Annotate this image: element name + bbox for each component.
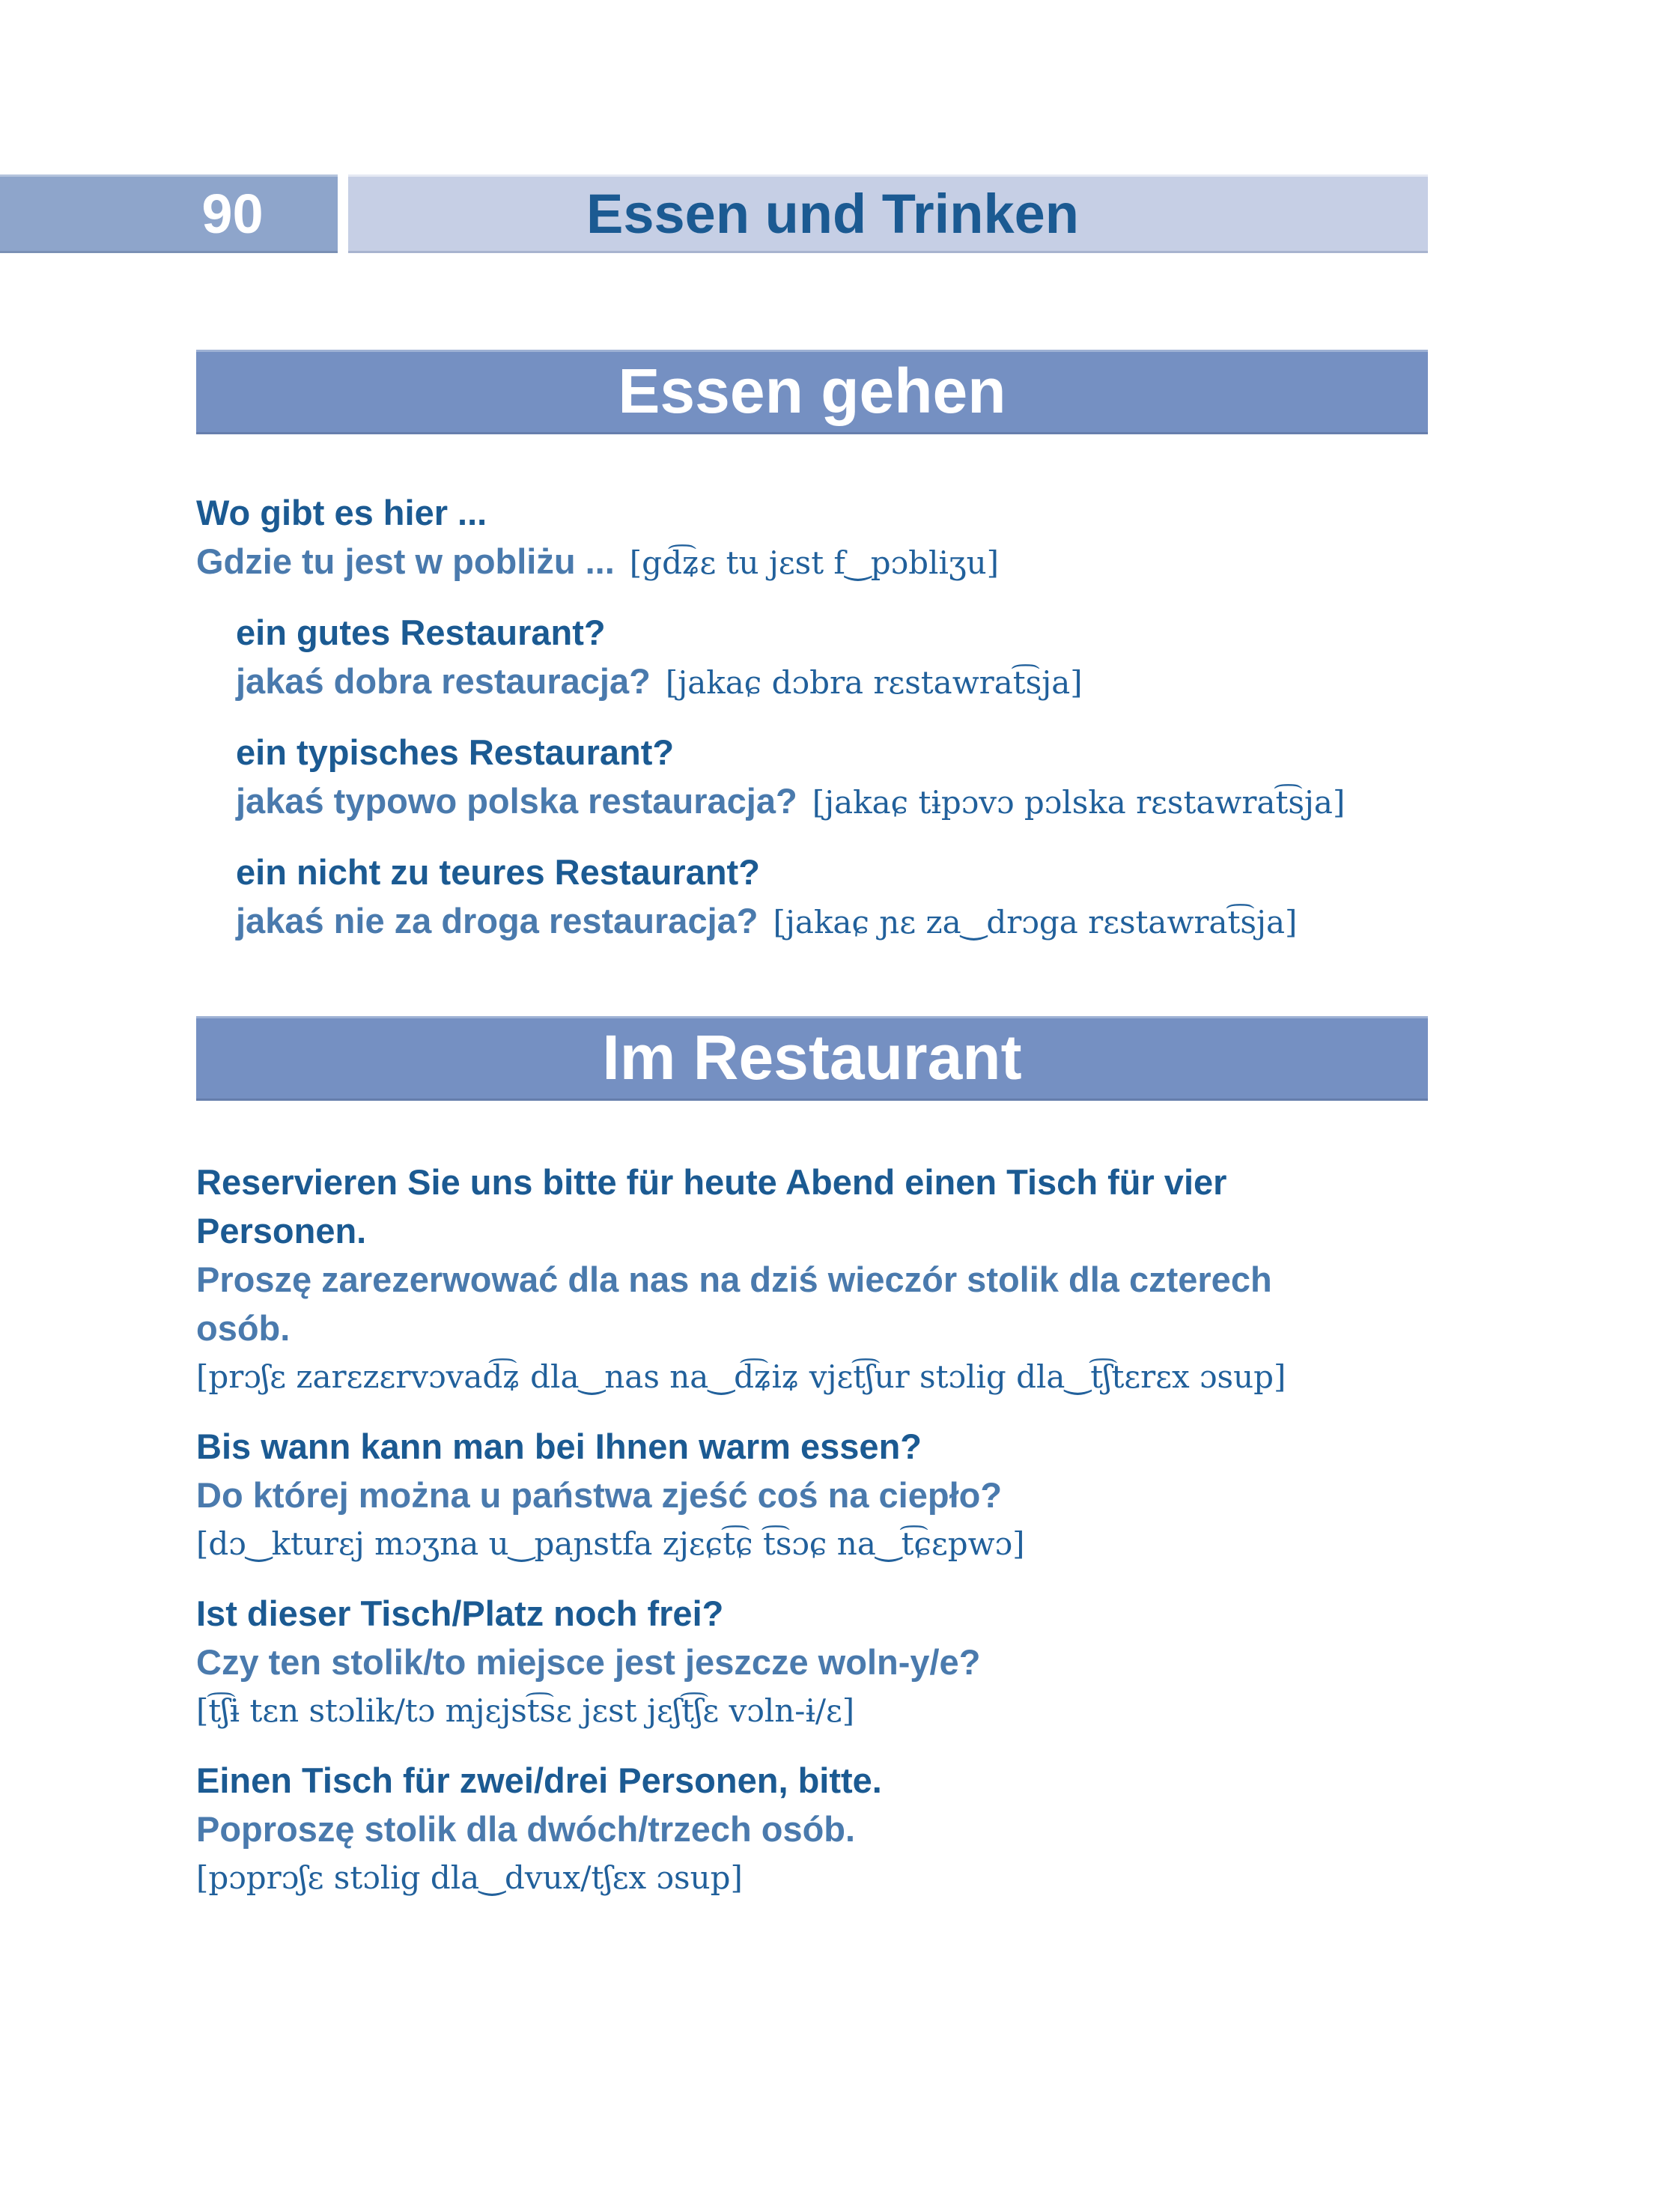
- phrase-entry: [196, 1422, 1428, 1568]
- page-number: 90: [201, 183, 264, 245]
- polish-line: [236, 657, 1428, 707]
- phrase-entry: [196, 848, 1428, 947]
- polish-phrase: Poproszę stolik dla dwóch/trzech osób.: [196, 1809, 856, 1849]
- polish-phrase: Czy ten stolik/to miejsce jest jeszcze woln-y/e?: [196, 1642, 981, 1682]
- phrase-entry: [196, 728, 1428, 827]
- polish-phrase: Gdzie tu jest w pobliżu ...: [196, 541, 615, 581]
- section-header-essen-gehen: [196, 350, 1428, 434]
- phonetic-transcription: [gd͡ʑɛ tu jɛst f‿pɔbliʒu]: [629, 544, 1000, 581]
- german-phrase-line: Personen.: [196, 1211, 367, 1251]
- phrase-entry: [196, 1589, 1428, 1735]
- polish-phrase: jakaś typowo polska restauracja?: [236, 781, 797, 821]
- german-phrase: Ist dieser Tisch/Platz noch frei?: [196, 1593, 724, 1633]
- polish-phrase-line: Proszę zarezerwować dla nas na dziś wieczór stolik dla czterech: [196, 1260, 1272, 1299]
- phrase-entry: [196, 488, 1428, 587]
- german-phrase: Wo gibt es hier ...: [196, 493, 487, 532]
- section-header-im-restaurant: [196, 1016, 1428, 1101]
- polish-phrase: jakaś nie za droga restauracja?: [236, 901, 758, 941]
- phonetic-transcription: [prɔʃɛ zarɛzɛrvɔvad͡ʑ dla‿nas na‿d͡ʑiʑ vjɛt͡ʃur stɔlig dla‿t͡ʃtɛrɛx ɔsup]: [196, 1358, 1286, 1395]
- polish-line: [236, 777, 1428, 827]
- section-title: Essen gehen: [618, 356, 1006, 426]
- phonetic-transcription: [jakaɕ tɨpɔvɔ pɔlska rɛstawrat͡sja]: [812, 784, 1346, 821]
- page-content: [196, 0, 1428, 1923]
- polish-phrase: jakaś dobra restauracja?: [236, 661, 651, 701]
- german-phrase: ein typisches Restaurant?: [236, 732, 675, 772]
- phrase-entry: [196, 608, 1428, 707]
- phonetic-transcription: [pɔprɔʃɛ stɔlig dla‿dvux/tʃɛx ɔsup]: [196, 1859, 743, 1896]
- chapter-title: Essen und Trinken: [586, 183, 1079, 245]
- phonetic-transcription: [jakaɕ ɲɛ za‿drɔga rɛstawrat͡sja]: [773, 904, 1298, 941]
- phonetic-transcription: [jakaɕ dɔbra rɛstawrat͡sja]: [665, 664, 1083, 701]
- german-phrase: ein nicht zu teures Restaurant?: [236, 852, 760, 892]
- phrase-entry: [196, 1158, 1428, 1401]
- polish-line: [196, 537, 1428, 587]
- german-phrase: ein gutes Restaurant?: [236, 613, 606, 652]
- polish-line: [236, 896, 1428, 947]
- section-title: Im Restaurant: [602, 1022, 1022, 1093]
- german-phrase: Einen Tisch für zwei/drei Personen, bitte.: [196, 1760, 882, 1800]
- phonetic-transcription: [dɔ‿kturɛj mɔʒna u‿paɲstfa zjɛɕt͡ɕ t͡sɔɕ na‿t͡ɕɛpwɔ]: [196, 1525, 1025, 1562]
- german-phrase-line: Reservieren Sie uns bitte für heute Abend einen Tisch für vier: [196, 1162, 1227, 1202]
- phrase-entry: [196, 1756, 1428, 1902]
- german-phrase: Bis wann kann man bei Ihnen warm essen?: [196, 1426, 922, 1466]
- phonetic-transcription: [t͡ʃɨ tɛn stɔlik/tɔ mjɛjst͡sɛ jɛst jɛʃt͡ʃɛ vɔln-ɨ/ɛ]: [196, 1692, 855, 1729]
- polish-phrase: Do której można u państwa zjeść coś na ciepło?: [196, 1475, 1003, 1515]
- polish-phrase-line: osób.: [196, 1308, 291, 1348]
